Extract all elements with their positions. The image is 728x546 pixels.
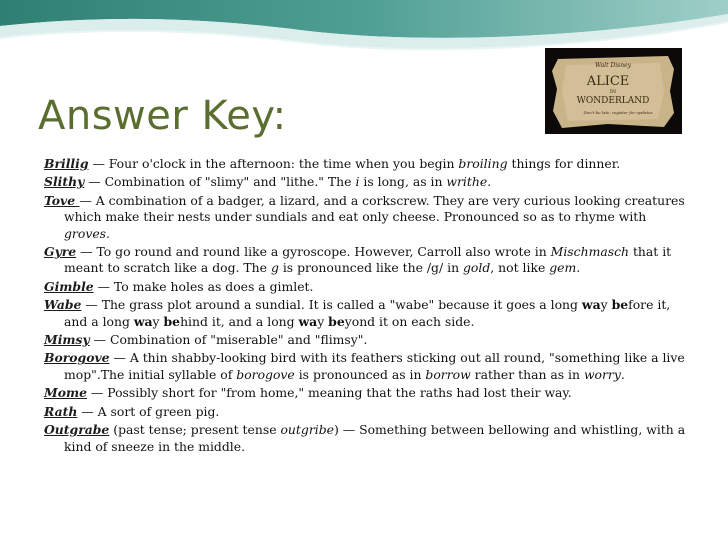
definition-text: groves: [64, 225, 107, 241]
poster-title-line3: WONDERLAND: [576, 96, 650, 106]
definition-text: is long, as in: [359, 174, 447, 190]
definition-text: wa: [581, 297, 601, 313]
definition-entry: [44, 244, 694, 277]
definition-text: writhe: [446, 174, 488, 190]
definition-text: .: [576, 260, 581, 276]
definition-text: is pronounced like the /g/ in: [278, 260, 463, 276]
poster-title-line2: IN: [609, 89, 617, 95]
definition-term: Rath: [44, 403, 78, 419]
definition-term: Slithy: [44, 174, 85, 190]
definition-text: y: [600, 297, 612, 313]
definition-text: gem: [549, 260, 577, 276]
definition-text: that it meant to scratch like a dog. The: [64, 244, 672, 276]
definition-text: things for dinner.: [507, 156, 621, 171]
definition-text: — The grass plot around a sundial. It is called a "wabe" because it goes a long: [81, 297, 582, 313]
definition-text: broiling: [458, 156, 508, 171]
definition-text: be: [328, 313, 345, 329]
definition-text: yond it on each side.: [344, 313, 475, 329]
definition-text: wa: [298, 313, 318, 329]
definition-entry: [44, 193, 694, 242]
definition-text: — To make holes as does a gimlet.: [93, 278, 314, 294]
definition-text: — Combination of "slimy" and "lithe." The: [84, 174, 356, 190]
definition-text: ) — Something between bellowing and whistling, with a kind of sneeze in the middle.: [64, 422, 686, 454]
definitions-list: [44, 156, 694, 457]
alice-in-wonderland-poster: [545, 48, 682, 134]
definition-entry: [44, 279, 694, 295]
definition-text: .: [620, 366, 625, 382]
definition-text: — A sort of green pig.: [77, 403, 220, 419]
definition-text: Mischmasch: [550, 244, 629, 260]
definition-text: — To go round and round like a gyroscope. However, Carroll also wrote in: [76, 244, 551, 260]
definition-text: hind it, and a long: [180, 313, 299, 329]
definition-text: is pronounced as in: [294, 366, 426, 382]
poster-tagline: Don't be late, register for updates: [583, 110, 653, 115]
definition-term: Wabe: [44, 297, 82, 313]
definition-entry: [44, 156, 694, 172]
definition-term: Brillig: [44, 156, 89, 171]
page-title: Answer Key:: [38, 93, 287, 139]
definition-text: — Combination of "miserable" and "flimsy".: [89, 332, 368, 348]
poster-logo: Walt Disney: [594, 62, 632, 69]
definition-text: i: [355, 174, 360, 190]
definition-text: wa: [133, 313, 153, 329]
poster-title-line1: ALICE: [586, 74, 630, 89]
definition-text: g: [270, 260, 279, 276]
definition-term: Tove: [44, 192, 80, 208]
poster-image: [548, 51, 679, 131]
definition-text: rather than as in: [470, 366, 584, 382]
definition-entry: [44, 297, 694, 330]
definition-term: Outgrabe: [44, 422, 110, 438]
definition-text: .: [487, 174, 492, 190]
definition-text: worry: [583, 366, 621, 382]
definition-text: borrow: [425, 366, 471, 382]
definition-entry: [44, 385, 694, 401]
definition-text: — Four o'clock in the afternoon: the time when you begin: [88, 156, 459, 171]
definition-term: Gimble: [44, 278, 94, 294]
definition-entry: [44, 332, 694, 348]
definition-text: y: [317, 313, 329, 329]
definition-text: , not like: [490, 260, 550, 276]
definition-entry: [44, 404, 694, 420]
definition-entry: [44, 174, 694, 190]
definition-text: y: [152, 313, 164, 329]
definition-term: Borogove: [44, 350, 110, 366]
definition-entry: [44, 350, 694, 383]
definition-term: Mome: [44, 385, 87, 401]
definition-text: (past tense; present tense: [109, 422, 281, 438]
definition-term: Gyre: [44, 244, 77, 260]
definition-term: Mimsy: [44, 332, 90, 348]
definition-text: — A combination of a badger, a lizard, and a corkscrew. They are very curious looking creatures which make their nests under sundials and eat only cheese. Pronounced so as to rhyme with: [64, 192, 685, 225]
definition-text: — A thin shabby-looking bird with its feathers sticking out all round, "something like a live mop".The initial syllable of: [64, 350, 685, 382]
definition-entry: [44, 422, 694, 455]
definition-text: be: [611, 297, 629, 313]
definition-text: be: [163, 313, 181, 329]
definition-text: gold: [462, 260, 491, 276]
definition-text: borogove: [236, 366, 295, 382]
definition-text: fore it, and a long: [64, 297, 671, 329]
definition-text: outgribe: [280, 422, 334, 438]
definition-text: .: [106, 225, 110, 241]
definition-text: — Possibly short for "from home," meaning that the raths had lost their way.: [86, 385, 572, 401]
